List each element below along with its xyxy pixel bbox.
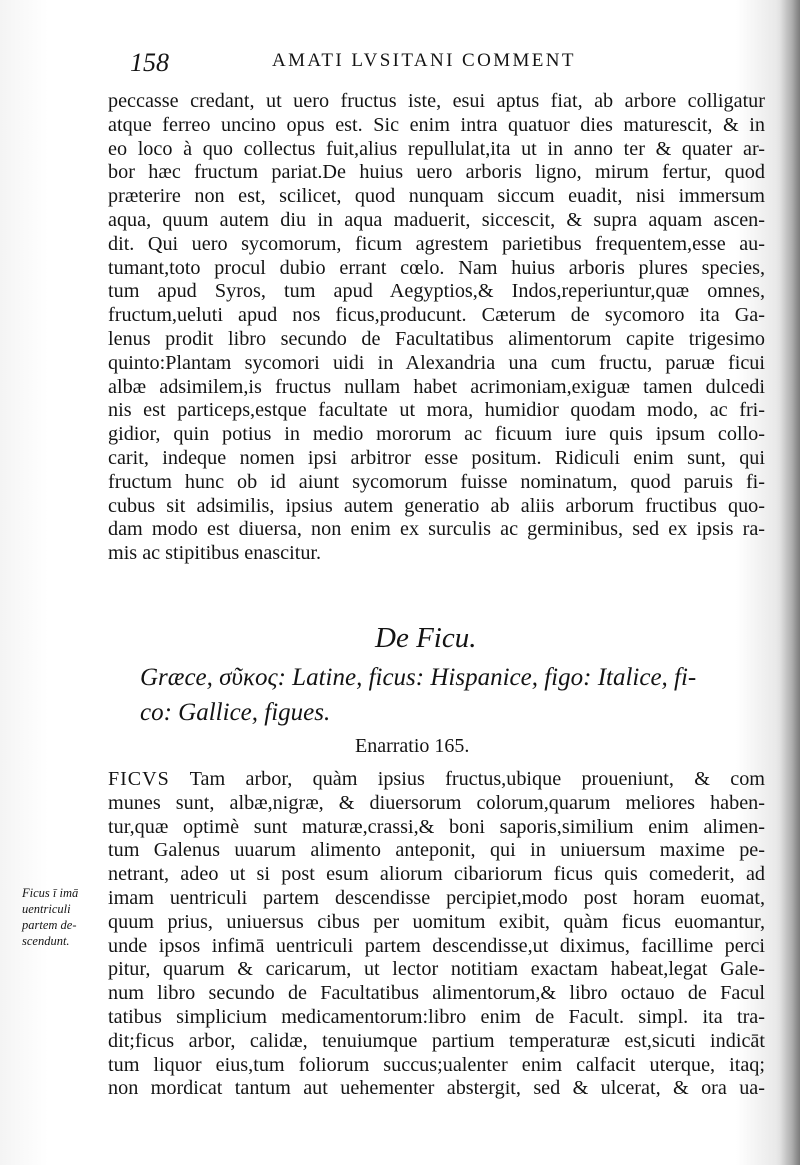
text-line: tur,quæ optimè sunt maturæ,crassi,& boni saporis,similium enim alimen- [108, 815, 765, 838]
text-line: præterire non est, scilicet, quod nunquam siccum euadit, nisi immersum [108, 185, 765, 208]
text-line: carit, indeque nomen ipsi arbitror esse positum. Ridiculi enim sunt, qui [108, 446, 765, 469]
page-edge-shadow [780, 0, 800, 1165]
text-line: eo loco à quo collectus fuit,alius repullulat,ita ut in anno ter & quater ar- [108, 137, 765, 160]
text-line: non mordicat tantum aut uehementer abstergit, sed & ulcerat, & ora ua- [108, 1077, 765, 1100]
text-line: tum liquor eius,tum foliorum succus;ualenter enim calfacit uterque, itaq; [108, 1053, 765, 1076]
text-line: dit. Qui uero sycomorum, ficum agrestem parietibus frequentem,esse au- [108, 232, 765, 255]
paragraph-sycomorus [108, 90, 765, 566]
text-line: quum prius, uniuersus cibus per uomitum exibit, quàm ficus euomantur, [108, 910, 765, 933]
text-line: pitur, quarum & caricarum, ut lector notitiam exactam habeat,legat Gale- [108, 958, 765, 981]
enarratio-label: Enarratio 165. [355, 735, 470, 757]
margin-note [22, 885, 104, 949]
text-line: fructum hunc ob id aiunt sycomorum fuisse nominatum, quod paruis fi- [108, 470, 765, 493]
text-line: unde ipsos infimā uentriculi partem descendisse,ut diximus, facillime perci [108, 934, 765, 957]
first-line-text: Tam arbor, quàm ipsius fructus,ubique proueniunt, & com [169, 768, 765, 790]
page-number: 158 [130, 48, 169, 77]
lead-word: FICVS [108, 768, 170, 790]
text-line: tum Galenus uuarum alimento anteponit, qui in uniuersum maxime pe- [108, 839, 765, 862]
text-line: bor hæc fructum pariat.De huius uero arboris ligno, mirum fertur, quod [108, 161, 765, 184]
text-line: cubus sit adsimilis, ipsius autem generatio ab aliis arborum fructibus quo- [108, 494, 765, 517]
text-line: tatibus simplicium medicamentorum:libro enim de Facult. simpl. ita tra- [108, 1005, 765, 1028]
text-line: atque ferreo uncino opus est. Sic enim intra quatuor dies maturescit, & in [108, 113, 765, 136]
text-line: tum apud Syros, tum apud Aegyptios,& Indos,reperiuntur,quæ omnes, [108, 280, 765, 303]
text-line: imam uentriculi partem descendisse percipiet,modo post horam euomat, [108, 886, 765, 909]
text-line: tumant,toto procul dubio errant cœlo. Nam huius arboris plures species, [108, 256, 765, 279]
plant-names-line: co: Gallice, figues. [140, 699, 331, 726]
plant-names-line: Græce, σῦκος: Latine, ficus: Hispanice, figo: Italice, fi- [140, 664, 697, 691]
text-line: fructum,ueluti apud nos ficus,producunt. Cæterum de sycomoro ita Ga- [108, 304, 765, 327]
text-line: gidior, quin potius in medio mororum ac ficuum iure quis ipsum collo- [108, 423, 765, 446]
paragraph-ficus [108, 768, 765, 1101]
text-line: dam modo est diuersa, non enim ex surculis ac germinibus, sed ex ipsis ra- [108, 518, 765, 541]
text-line: nis est particeps,estque facultate ut mora, humidior quodam modo, ac fri- [108, 399, 765, 422]
section-heading: De Ficu. [375, 622, 477, 654]
text-line: peccasse credant, ut uero fructus iste, esui aptus fiat, ab arbore colligatur [108, 90, 765, 112]
text-line: dit;ficus arbor, calidæ, tenuiumque partium temperaturæ est,sicuti indicāt [108, 1029, 765, 1052]
margin-note-line: uentriculi [22, 902, 71, 916]
text-line: netrant, adeo ut si post esum aliorum cibariorum ficus quis comederit, ad [108, 863, 765, 886]
running-title: AMATI LVSITANI COMMENT [272, 50, 576, 71]
text-line: num libro secundo de Facultatibus alimentorum,& libro octauo de Facul [108, 982, 765, 1005]
margin-note-line: partem de- [22, 918, 77, 932]
text-line: aqua, quum autem diu in aqua maduerit, siccescit, & supra aquam ascen- [108, 208, 765, 231]
text-line: munes sunt, albæ,nigræ, & diuersorum colorum,quarum meliores haben- [108, 791, 765, 814]
page-header [130, 48, 630, 80]
text-line: albæ adsimilem,is fructus nullam habet acrimoniam,exiguæ tamen dulcedi [108, 375, 765, 398]
text-line-first [108, 768, 765, 792]
text-line: lenus prodit libro secundo de Facultatibus alimentorum capite trigesimo [108, 327, 765, 350]
text-line: quinto:Plantam sycomori uidi in Alexandria una cum fructu, paruæ ficui [108, 351, 765, 374]
margin-note-line: Ficus ī imā [22, 886, 79, 900]
text-line: mis ac stipitibus enascitur. [108, 542, 322, 565]
margin-note-line: scendunt. [22, 934, 70, 948]
